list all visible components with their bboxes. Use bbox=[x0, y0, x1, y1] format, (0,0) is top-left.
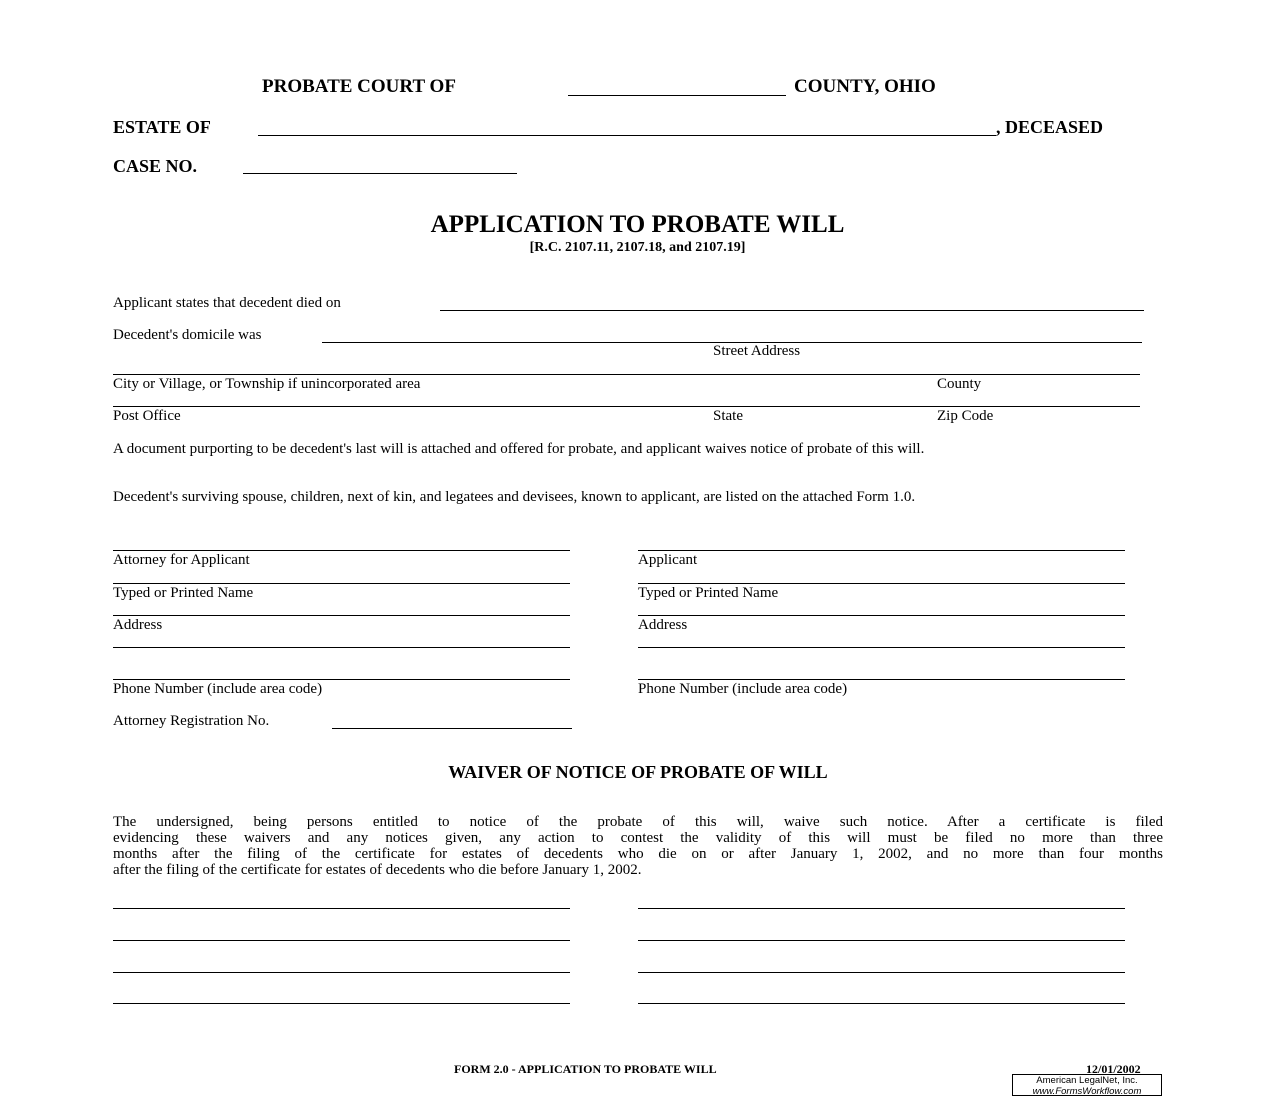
attorney-phone-caption: Phone Number (include area code) bbox=[113, 681, 323, 697]
attorney-registration-label: Attorney Registration No. bbox=[113, 713, 270, 729]
publisher-url: www.FormsWorkflow.com bbox=[1032, 1085, 1142, 1097]
post-office-caption: Post Office bbox=[113, 408, 181, 424]
applicant-signature-line[interactable] bbox=[638, 550, 1125, 551]
waiver-signature-line[interactable] bbox=[113, 940, 570, 941]
applicant-caption: Applicant bbox=[638, 552, 698, 568]
county-name-line[interactable] bbox=[568, 95, 786, 96]
waiver-signature-line[interactable] bbox=[638, 1003, 1125, 1004]
died-on-label: Applicant states that decedent died on bbox=[113, 295, 341, 311]
county-caption: County bbox=[937, 376, 982, 392]
form-footer-name: FORM 2.0 - APPLICATION TO PROBATE WILL bbox=[454, 1062, 717, 1076]
attorney-phone-line[interactable] bbox=[113, 679, 570, 680]
applicant-phone-caption: Phone Number (include area code) bbox=[638, 681, 848, 697]
attorney-address-line[interactable] bbox=[113, 615, 570, 616]
post-office-line[interactable] bbox=[113, 406, 1140, 407]
waiver-line: months after the filing of the certificate for estates of decedents who die on or after January 1, 2002, and no more than four months bbox=[113, 846, 1163, 862]
attorney-caption: Attorney for Applicant bbox=[113, 552, 250, 568]
applicant-phone-line[interactable] bbox=[638, 679, 1125, 680]
estate-name-line[interactable] bbox=[258, 135, 996, 136]
waiver-signature-line[interactable] bbox=[638, 940, 1125, 941]
waiver-signature-line[interactable] bbox=[113, 972, 570, 973]
court-suffix: COUNTY, OHIO bbox=[794, 76, 936, 97]
case-no-label: CASE NO. bbox=[113, 156, 198, 176]
publisher-badge bbox=[1012, 1074, 1162, 1096]
state-caption: State bbox=[713, 408, 743, 424]
attorney-address-caption: Address bbox=[113, 617, 163, 633]
case-no-line[interactable] bbox=[243, 173, 517, 174]
waiver-paragraph bbox=[113, 814, 1163, 878]
deceased-label: , DECEASED bbox=[996, 117, 1104, 137]
statute-reference: [R.C. 2107.11, 2107.18, and 2107.19] bbox=[529, 240, 746, 255]
waiver-signature-line[interactable] bbox=[638, 908, 1125, 909]
waiver-title: WAIVER OF NOTICE OF PROBATE OF WILL bbox=[448, 762, 828, 782]
applicant-address-caption: Address bbox=[638, 617, 688, 633]
attorney-address-line-2[interactable] bbox=[113, 647, 570, 648]
applicant-name-caption: Typed or Printed Name bbox=[638, 585, 779, 601]
domicile-label: Decedent's domicile was bbox=[113, 327, 262, 343]
date-of-death-line[interactable] bbox=[440, 310, 1144, 311]
applicant-address-line[interactable] bbox=[638, 615, 1125, 616]
spouse-listed-paragraph: Decedent's surviving spouse, children, next of kin, and legatees and devisees, known to applicant, are listed on the attached Form 1.0. bbox=[113, 489, 916, 505]
court-prefix: PROBATE COURT OF bbox=[262, 76, 456, 97]
waiver-signature-line[interactable] bbox=[638, 972, 1125, 973]
attorney-name-caption: Typed or Printed Name bbox=[113, 585, 254, 601]
attorney-registration-line[interactable] bbox=[332, 728, 572, 729]
applicant-address-line-2[interactable] bbox=[638, 647, 1125, 648]
city-county-line[interactable] bbox=[113, 374, 1140, 375]
form-footer-date: 12/01/2002 bbox=[1086, 1062, 1141, 1076]
will-attached-paragraph: A document purporting to be decedent's last will is attached and offered for probate, and applicant waives notice of probate of this will. bbox=[113, 441, 925, 457]
attorney-name-line[interactable] bbox=[113, 583, 570, 584]
street-address-caption: Street Address bbox=[713, 343, 801, 359]
form-title: APPLICATION TO PROBATE WILL bbox=[430, 211, 845, 238]
zip-code-caption: Zip Code bbox=[937, 408, 994, 424]
applicant-name-line[interactable] bbox=[638, 583, 1125, 584]
estate-label: ESTATE OF bbox=[113, 117, 211, 137]
publisher-name: American LegalNet, Inc. bbox=[1036, 1075, 1138, 1086]
city-village-caption: City or Village, or Township if unincorporated area bbox=[113, 376, 421, 392]
waiver-signature-line[interactable] bbox=[113, 908, 570, 909]
waiver-signature-line[interactable] bbox=[113, 1003, 570, 1004]
waiver-line: The undersigned, being persons entitled to notice of the probate of this will, waive such notice. After a certificate is filed bbox=[113, 814, 1163, 830]
waiver-line: evidencing these waivers and any notices given, any action to contest the validity of this will must be filed no more than three bbox=[113, 830, 1163, 846]
waiver-line: after the filing of the certificate for estates of decedents who die before January 1, 2002. bbox=[113, 862, 642, 878]
attorney-signature-line[interactable] bbox=[113, 550, 570, 551]
